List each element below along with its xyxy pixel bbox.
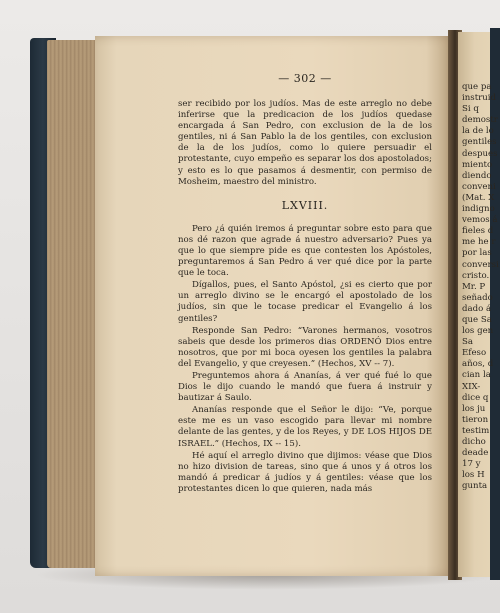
page-number: — 302 — bbox=[278, 72, 332, 85]
right-page-line: Si q bbox=[462, 104, 479, 115]
right-page-line: demostr bbox=[462, 115, 498, 126]
right-page-line: instruid bbox=[462, 93, 497, 104]
right-page-line: los ju bbox=[462, 403, 486, 414]
right-page-line: que Sa bbox=[462, 314, 492, 325]
right-page-line: gentiles bbox=[462, 137, 497, 148]
right-page-line: despues bbox=[462, 148, 498, 159]
right-page-line: los H bbox=[462, 470, 485, 481]
page-edges bbox=[47, 40, 101, 568]
right-page-line: Efeso bbox=[462, 348, 487, 359]
right-page-line: deade bbox=[462, 448, 489, 459]
paragraph-5: Preguntemos ahora á Ananías, á ver qué fué lo que Dios le dijo cuando le mandó que fuera á instruir y bautizar á Saulo. bbox=[178, 370, 432, 404]
right-page-line: dicho bbox=[462, 437, 486, 447]
left-page-text bbox=[178, 72, 432, 495]
right-page-line: miento bbox=[462, 159, 493, 170]
right-page-line: tieron bbox=[462, 414, 489, 425]
paragraph-7: Hé aquí el arreglo divino que dijimos: véase que Dios no hizo division de tareas, sino que á unos y á otros los mandó á predicar á judíos y á gentiles: véase que los protestantes dicen lo que quieren, nada más bbox=[178, 450, 432, 494]
right-page-line: 17 y bbox=[462, 459, 481, 470]
paragraph-2: Pero ¿á quién iremos á preguntar sobre esto para que nos dé razon que agrade á nuestro adversario? Pues ya que lo que siempre pide es que contesten los Apóstoles, preguntaremos á San Pedro á ver qué dice por la parte que le toca. bbox=[178, 223, 432, 279]
right-page-line: XIX- bbox=[462, 381, 481, 392]
right-page-line: que pa bbox=[462, 82, 492, 92]
right-page-line: conversi bbox=[462, 259, 499, 270]
right-page-line: señado bbox=[462, 292, 493, 303]
right-page-line: Mr. P bbox=[462, 281, 486, 292]
right-page-line: años, d bbox=[462, 359, 494, 370]
right-page-line: la de lo bbox=[462, 126, 494, 137]
paragraph-4: Responde San Pedro: “Varones hermanos, vosotros sabeis que desde los primeros dias ORDENÓ Dios entre nosotros, que por mi boca oyesen los gentiles la palabra del Evangelio, y que creyesen.” (Hechos, XV -- 7). bbox=[178, 325, 432, 369]
right-page-line: cian la bbox=[462, 370, 491, 381]
right-page-line: Sa bbox=[462, 337, 474, 348]
right-page-line: por las bbox=[462, 248, 492, 259]
right-page-line: gunta bbox=[462, 481, 488, 492]
right-page-line: dice q bbox=[462, 392, 489, 403]
right-page-line: indigno bbox=[462, 204, 495, 215]
right-page-line: me he r bbox=[462, 237, 496, 248]
paragraph-1: ser recibido por los judíos. Mas de este arreglo no debe inferirse que la predicacion de los judíos quedase encargada á San Pedro, con exclusion de la de los gentiles, ni á San Pablo la de los gentiles, con exclusion de la de los judíos, como lo quiere persuadir el protestante, cuyo empeño es separar los dos apostolados; y esto es lo que pasamos á desmentir, con permiso de Mosheim, maestro del ministro. bbox=[178, 99, 432, 187]
section-heading: LXVIII. bbox=[281, 198, 329, 212]
right-page-line: los gen bbox=[462, 326, 494, 337]
right-page-line: testim bbox=[462, 425, 490, 436]
right-page-line: (Mat. X bbox=[462, 192, 495, 203]
paragraph-6: Ananías responde que el Señor le dijo: “Ve, porque este me es un vaso escogido para llevar mi nombre delante de las gentes, y de los Reyes, y DE LOS HIJOS DE ISRAEL.” (Hechos, IX -- 15). bbox=[178, 405, 432, 449]
right-page-text bbox=[462, 82, 500, 492]
right-page-line: diendo bbox=[462, 170, 492, 181]
right-page-line: dado á bbox=[462, 303, 492, 314]
right-page-line: conveni bbox=[462, 181, 496, 192]
right-page-line: cristo. bbox=[462, 270, 490, 281]
right-page-line: vemos á bbox=[462, 215, 498, 226]
paragraph-3: Dígallos, pues, el Santo Apóstol, ¿si es cierto que por un arreglo divino se le encargó el apostolado de los judíos, sin que le tocase predicar el Evangelio á los gentiles? bbox=[178, 280, 432, 324]
right-page-line: fieles d bbox=[462, 226, 494, 237]
